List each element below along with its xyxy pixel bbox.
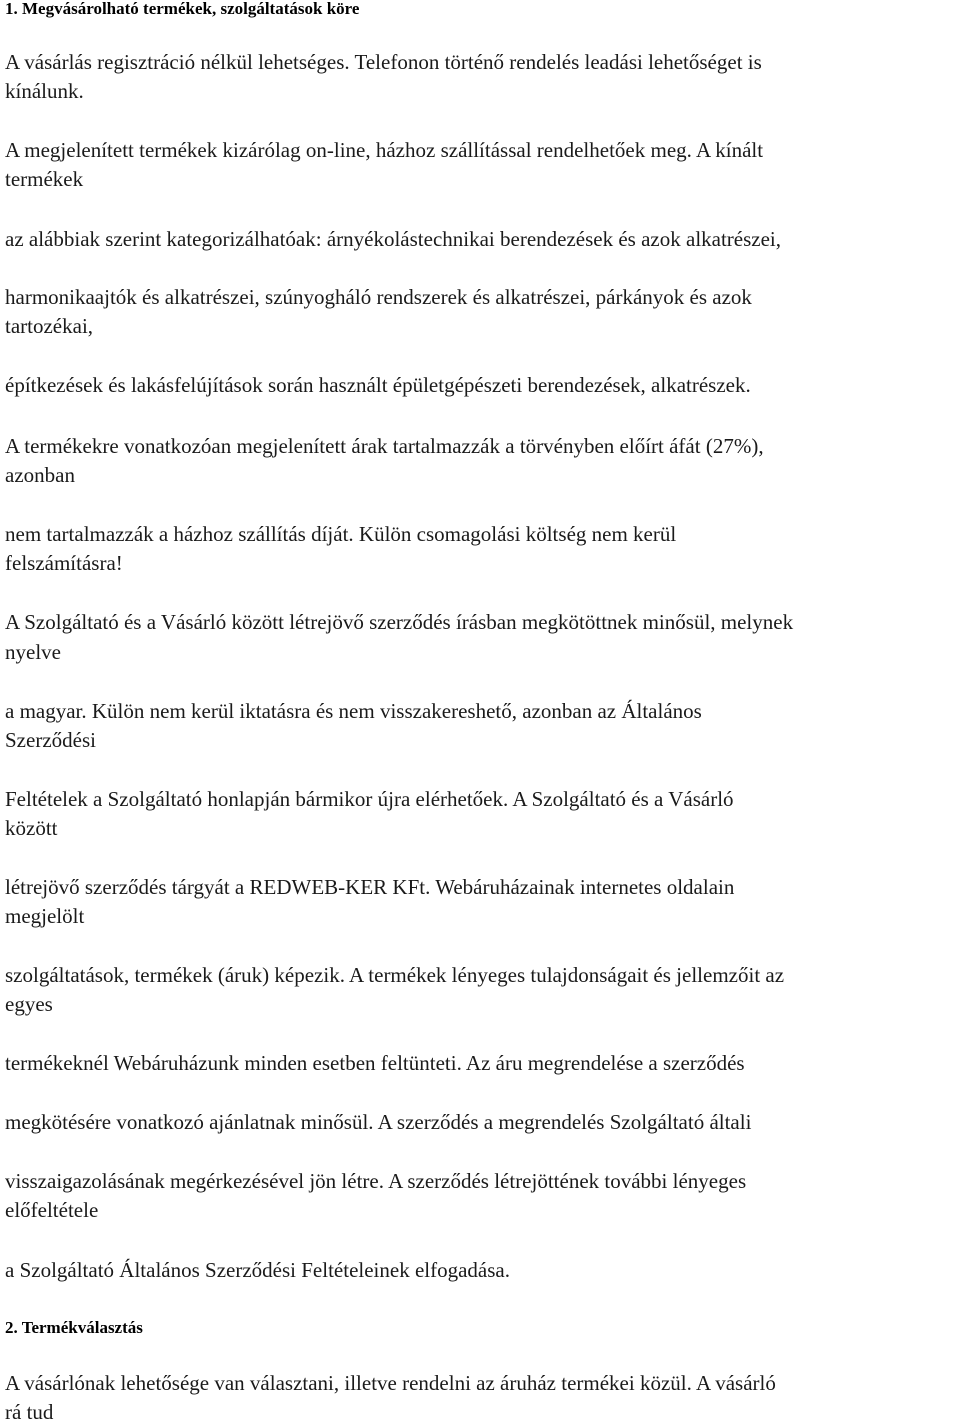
paragraph-line: szolgáltatások, termékek (áruk) képezik. A termékek lényeges tulajdonságait és jellemzőit az bbox=[5, 963, 785, 987]
paragraph-line: rá tud bbox=[5, 1400, 54, 1424]
paragraph-line: A Szolgáltató és a Vásárló között létrejövő szerződés írásban megkötöttnek minősül, melynek bbox=[5, 610, 794, 634]
paragraph-line: termékeknél Webáruházunk minden esetben feltünteti. Az áru megrendelése a szerződés bbox=[5, 1051, 745, 1075]
paragraph-line: felszámításra! bbox=[5, 551, 123, 575]
paragraph-line: között bbox=[5, 816, 58, 840]
paragraph-line: létrejövő szerződés tárgyát a REDWEB-KER KFt. Webáruházainak internetes oldalain bbox=[5, 875, 735, 899]
section-2-heading: 2. Termékválasztás bbox=[5, 1318, 143, 1337]
paragraph-line: megjelölt bbox=[5, 904, 85, 928]
paragraph-line: A megjelenített termékek kizárólag on-line, házhoz szállítással rendelhetőek meg. A kínált bbox=[5, 138, 764, 162]
paragraph-line: a Szolgáltató Általános Szerződési Feltételeinek elfogadása. bbox=[5, 1258, 510, 1282]
paragraph-line: megkötésére vonatkozó ajánlatnak minősül. A szerződés a megrendelés Szolgáltató általi bbox=[5, 1110, 752, 1134]
paragraph-line: visszaigazolásának megérkezésével jön létre. A szerződés létrejöttének további lényeges bbox=[5, 1169, 747, 1193]
paragraph-line: A termékekre vonatkozóan megjelenített árak tartalmazzák a törvényben előírt áfát (27%), bbox=[5, 434, 764, 458]
paragraph-line: termékek bbox=[5, 167, 84, 191]
paragraph-line: a magyar. Külön nem kerül iktatásra és nem visszakereshető, azonban az Általános bbox=[5, 699, 702, 723]
paragraph-line: Szerződési bbox=[5, 728, 96, 752]
paragraph-line: azonban bbox=[5, 463, 75, 487]
paragraph-line: előfeltétele bbox=[5, 1198, 99, 1222]
paragraph-line: építkezések és lakásfelújítások során használt épületgépészeti berendezések, alkatrészek. bbox=[5, 373, 751, 397]
paragraph-line: az alábbiak szerint kategorizálhatóak: árnyékolástechnikai berendezések és azok alkatrészei, bbox=[5, 227, 782, 251]
paragraph-line: nem tartalmazzák a házhoz szállítás díját. Külön csomagolási költség nem kerül bbox=[5, 522, 677, 546]
paragraph-line: harmonikaajtók és alkatrészei, szúnyogháló rendszerek és alkatrészei, párkányok és azok bbox=[5, 285, 752, 309]
paragraph-line: Feltételek a Szolgáltató honlapján bármikor újra elérhetőek. A Szolgáltató és a Vásárló bbox=[5, 787, 734, 811]
paragraph-line: A vásárlónak lehetősége van választani, illetve rendelni az áruház termékei közül. A vásárló bbox=[5, 1371, 776, 1395]
section-1-heading: 1. Megvásárolható termékek, szolgáltatások köre bbox=[5, 0, 360, 18]
paragraph-line: tartozékai, bbox=[5, 314, 94, 338]
paragraph-line: A vásárlás regisztráció nélkül lehetséges. Telefonon történő rendelés leadási lehetőséget is bbox=[5, 50, 762, 74]
paragraph-line: egyes bbox=[5, 992, 53, 1016]
paragraph-line: kínálunk. bbox=[5, 79, 84, 103]
paragraph-line: nyelve bbox=[5, 640, 61, 664]
